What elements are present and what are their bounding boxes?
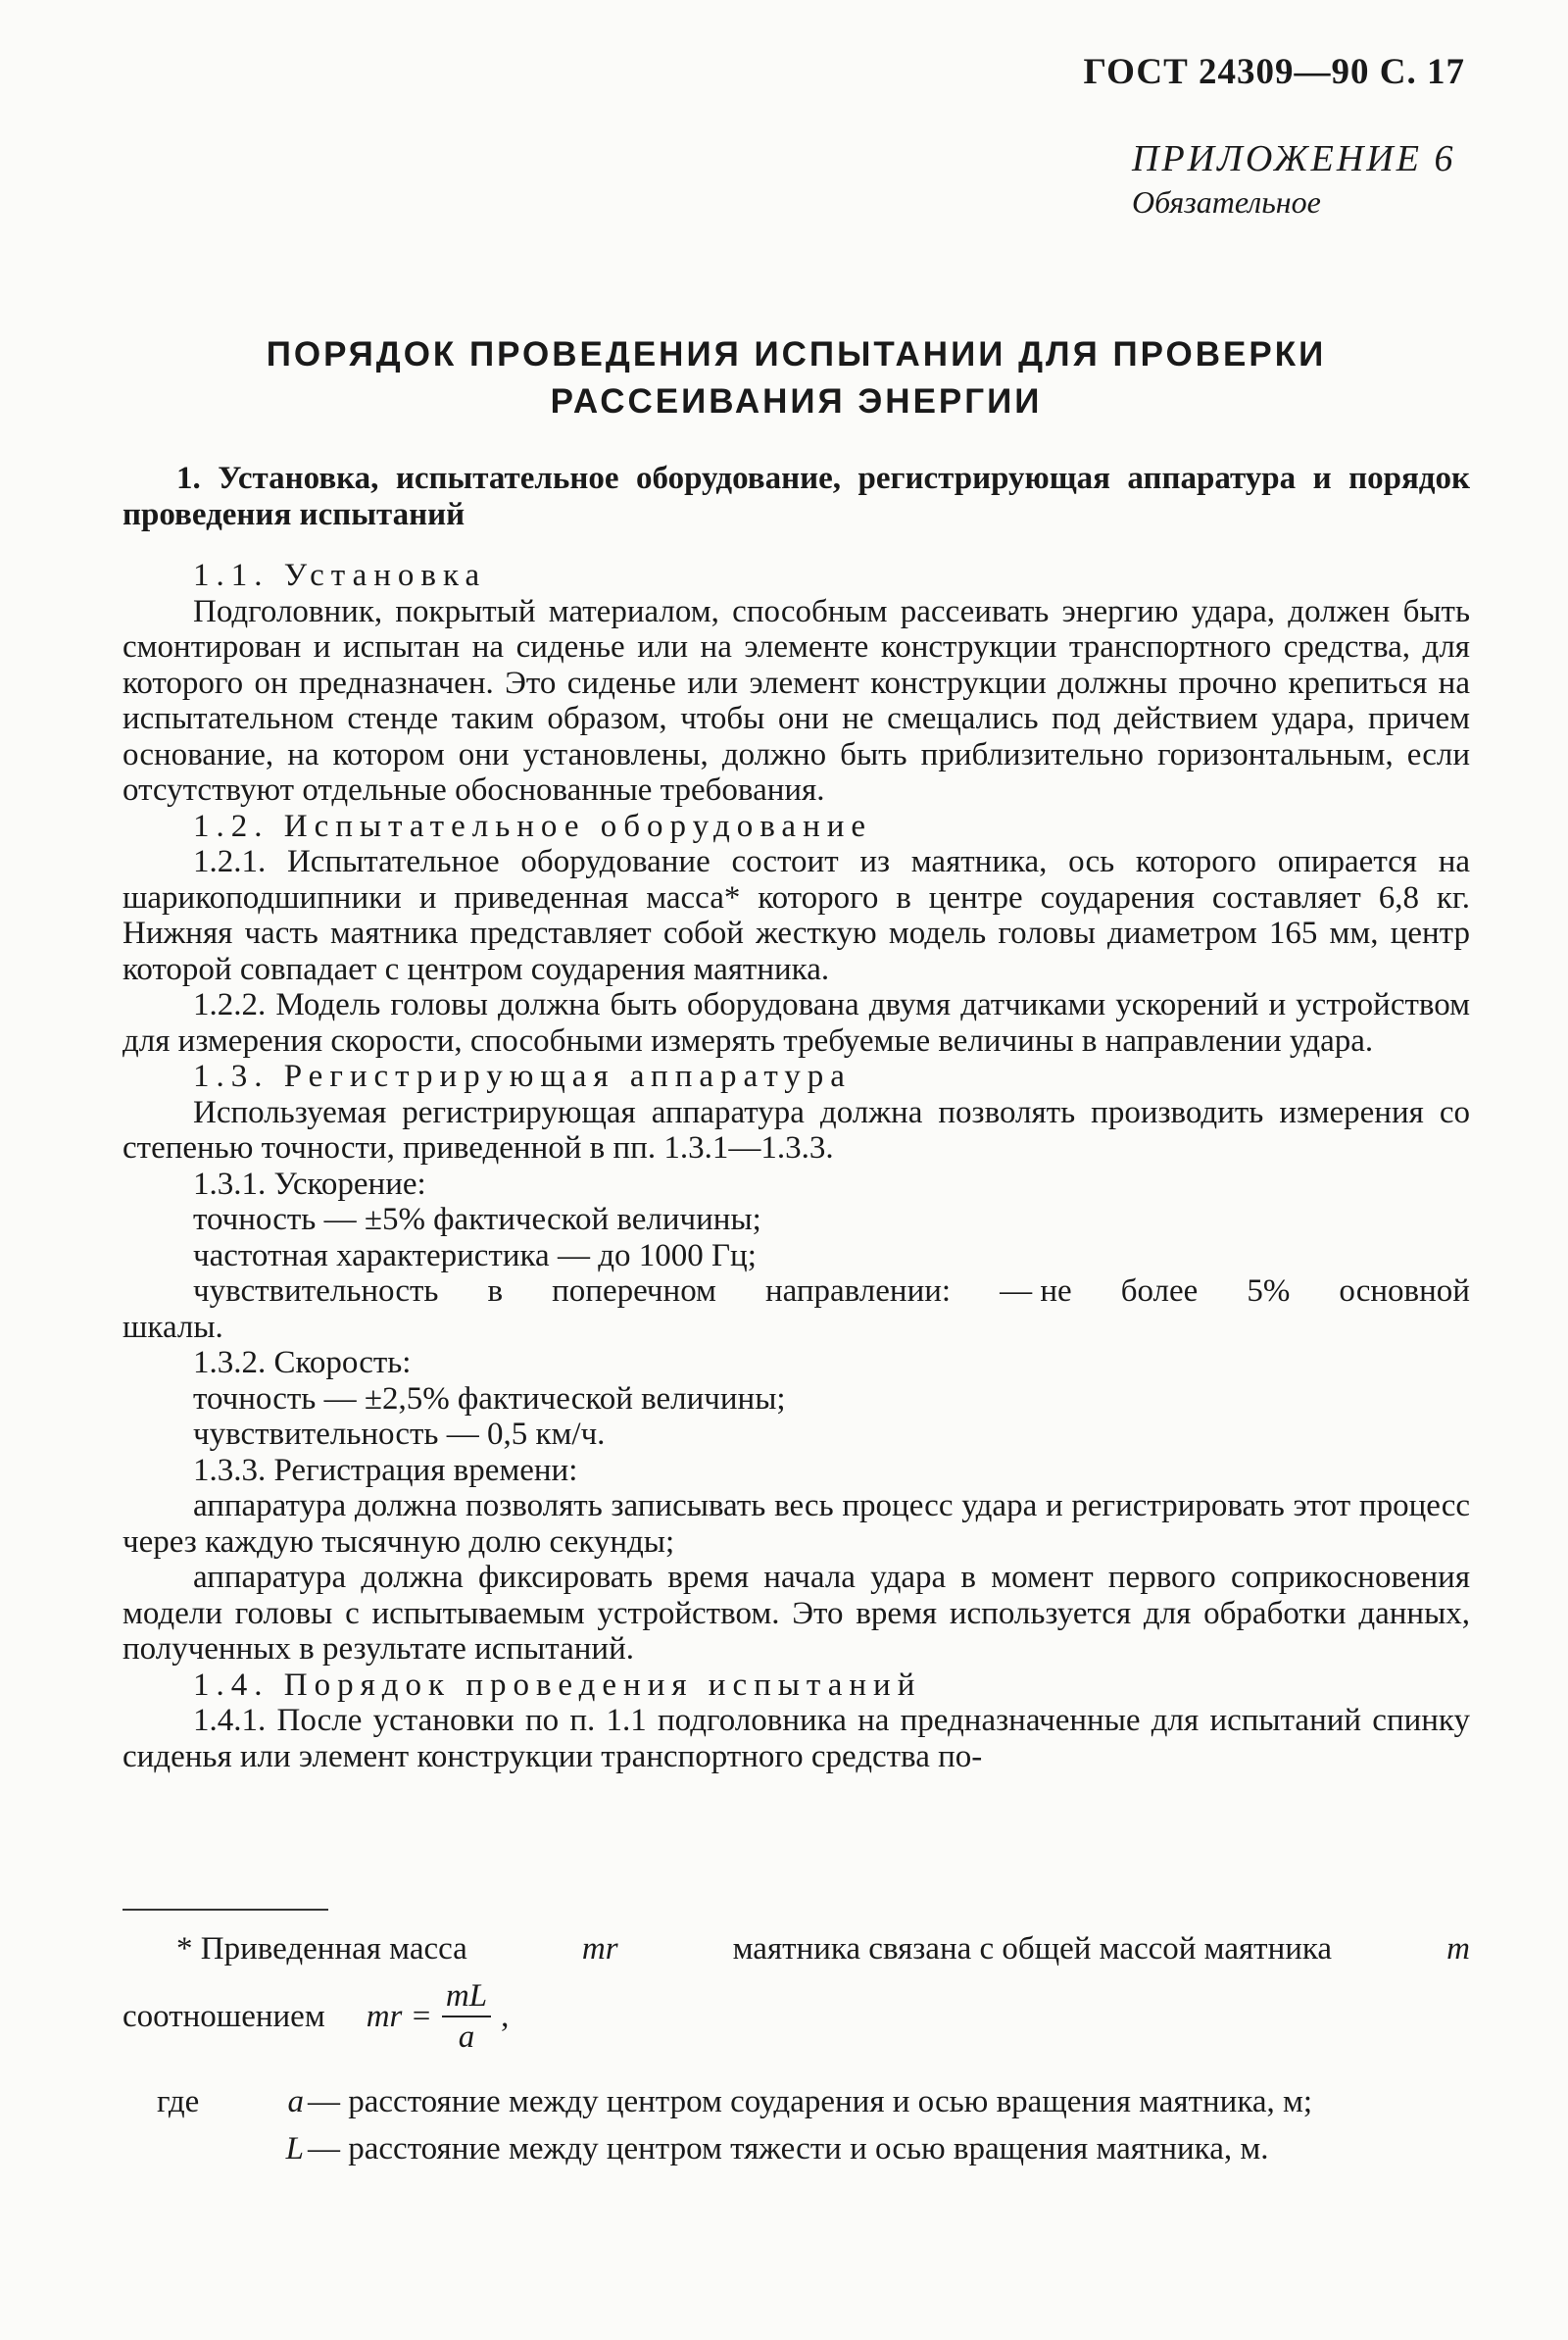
subsection-1-1-heading: 1.1. Установка (193, 558, 487, 593)
accel-sens-word: более (1120, 1273, 1199, 1309)
where-word: где (157, 2084, 200, 2119)
footnote-intro-a: * Приведенная масса (176, 1931, 467, 1967)
appendix-name: ПРИЛОЖЕНИЕ 6 (1132, 138, 1456, 179)
definition-a (122, 2082, 1470, 2121)
footnote (122, 1929, 1470, 2168)
formula-numerator: mL (442, 1976, 491, 2017)
time-paragraph-1: аппаратура должна позволять записывать весь процесс удара и регистрировать этот процесс через каждую тысячную долю секунды; (122, 1488, 1470, 1560)
definition-L (122, 2129, 1470, 2168)
paragraph-1-3-intro: Используемая регистрирующая аппаратура должна позволять производить измерения со степенью точности, приведенной в пп. 1.3.1—1.3.3. (122, 1094, 1470, 1166)
accel-sens-word: — не (1000, 1273, 1072, 1309)
accel-sensitivity-line (122, 1273, 1470, 1310)
accel-sens-word: в (487, 1273, 504, 1309)
title-line-2: РАССЕИВАНИЯ ЭНЕРГИИ (550, 382, 1043, 421)
footnote-intro-b: маятника связана с общей массой маятника (732, 1931, 1333, 1967)
accel-sens-word: поперечном (552, 1273, 716, 1309)
paragraph-1-3-3-heading: 1.3.3. Регистрация времени: (193, 1452, 578, 1488)
symbol-mr: mr (581, 1931, 618, 1967)
accel-item: точность — ±5% фактической величины; (193, 1202, 761, 1237)
def-L-text: — расстояние между центром тяжести и осью вращения маятника, м. (308, 2131, 1269, 2166)
formula-tail: , (501, 1999, 510, 2034)
title-line-1: ПОРЯДОК ПРОВЕДЕНИЯ ИСПЫТАНИИ ДЛЯ ПРОВЕРКИ (266, 335, 1327, 373)
accel-sens-word: 5% (1247, 1273, 1291, 1309)
speed-item: чувствительность — 0,5 км/ч. (193, 1417, 606, 1452)
accel-item: частотная характеристика — до 1000 Гц; (193, 1237, 757, 1273)
paragraph-1-2-2: 1.2.2. Модель головы должна быть оборудована двумя датчиками ускорений и устройством для измерения скорости, способными измерять требуемые величины в направлении удара. (122, 987, 1470, 1059)
formula-lhs: mr = (366, 1999, 432, 2034)
accel-sens-word: направлении: (764, 1273, 952, 1309)
document-body (122, 461, 1470, 1774)
accel-sens-word: основной (1339, 1273, 1470, 1309)
speed-item: точность — ±2,5% фактической величины; (193, 1380, 786, 1417)
appendix-block (1132, 137, 1455, 221)
footnote-line-1 (122, 1929, 1470, 1968)
formula-denominator: a (458, 2019, 475, 2055)
footnote-divider (122, 1909, 328, 1911)
time-paragraph-2: аппаратура должна фиксировать время начала удара в момент первого соприкосновения модели головы с испытываемым устройством. Это время используется для обработки данных, полученных в результате испытаний. (122, 1560, 1470, 1667)
paragraph-1-4-1: 1.4.1. После установки по п. 1.1 подголовника на предназначенные для испытаний спинку сиденья или элемент конструкции транспортного средства по- (122, 1703, 1470, 1774)
subsection-1-2-heading: 1.2. Испытательное оборудование (193, 808, 873, 844)
accel-sens-word: чувствительность (193, 1273, 439, 1309)
paragraph-1-2-1: 1.2.1. Испытательное оборудование состоит из маятника, ось которого опирается на шарикоподшипники и приведенная масса* которого в центре соударения составляет 6,8 кг. Нижняя часть маятника представляет собой жесткую модель головы диаметром 165 мм, центр которой совпадает с центром соударения маятника. (122, 844, 1470, 987)
formula-fraction (442, 1976, 491, 2057)
def-a-symbol: a (287, 2084, 304, 2119)
subsection-1-3-heading: 1.3. Регистрирующая аппаратура (193, 1059, 852, 1094)
document-title (122, 331, 1470, 425)
subsection-1-4-heading: 1.4. Порядок проведения испытаний (193, 1667, 922, 1703)
def-L-symbol: L (285, 2131, 304, 2166)
subsection-1-1-text: Подголовник, покрытый материалом, способным рассеивать энергию удара, должен быть смонтирован и испытан на сиденье или на элементе конструкции транспортного средства, для которого он предназначен. Это сиденье или элемент конструкции должны прочно крепиться на испытательном стенде таким образом, чтобы они не смещались под действием удара, причем основание, на котором они установлены, должно быть приблизительно горизонтальным, если отсутствуют отдельные обоснованные требования. (122, 593, 1470, 808)
def-a-text: — расстояние между центром соударения и осью вращения маятника, м; (308, 2084, 1313, 2119)
paragraph-1-3-1-heading: 1.3.1. Ускорение: (193, 1166, 426, 1202)
appendix-status: Обязательное (1132, 184, 1321, 220)
symbol-m: m (1446, 1931, 1470, 1967)
formula-line (122, 1976, 1470, 2057)
paragraph-1-3-2-heading: 1.3.2. Скорость: (193, 1345, 412, 1380)
section-1-heading: 1. Установка, испытательное оборудование, регистрирующая аппаратура и порядок проведения испытаний (122, 461, 1470, 532)
page-header: ГОСТ 24309—90 С. 17 (1083, 52, 1465, 92)
accel-sensitivity-tail: шкалы. (122, 1309, 223, 1345)
formula-relation-word: соотношением (122, 1999, 325, 2034)
